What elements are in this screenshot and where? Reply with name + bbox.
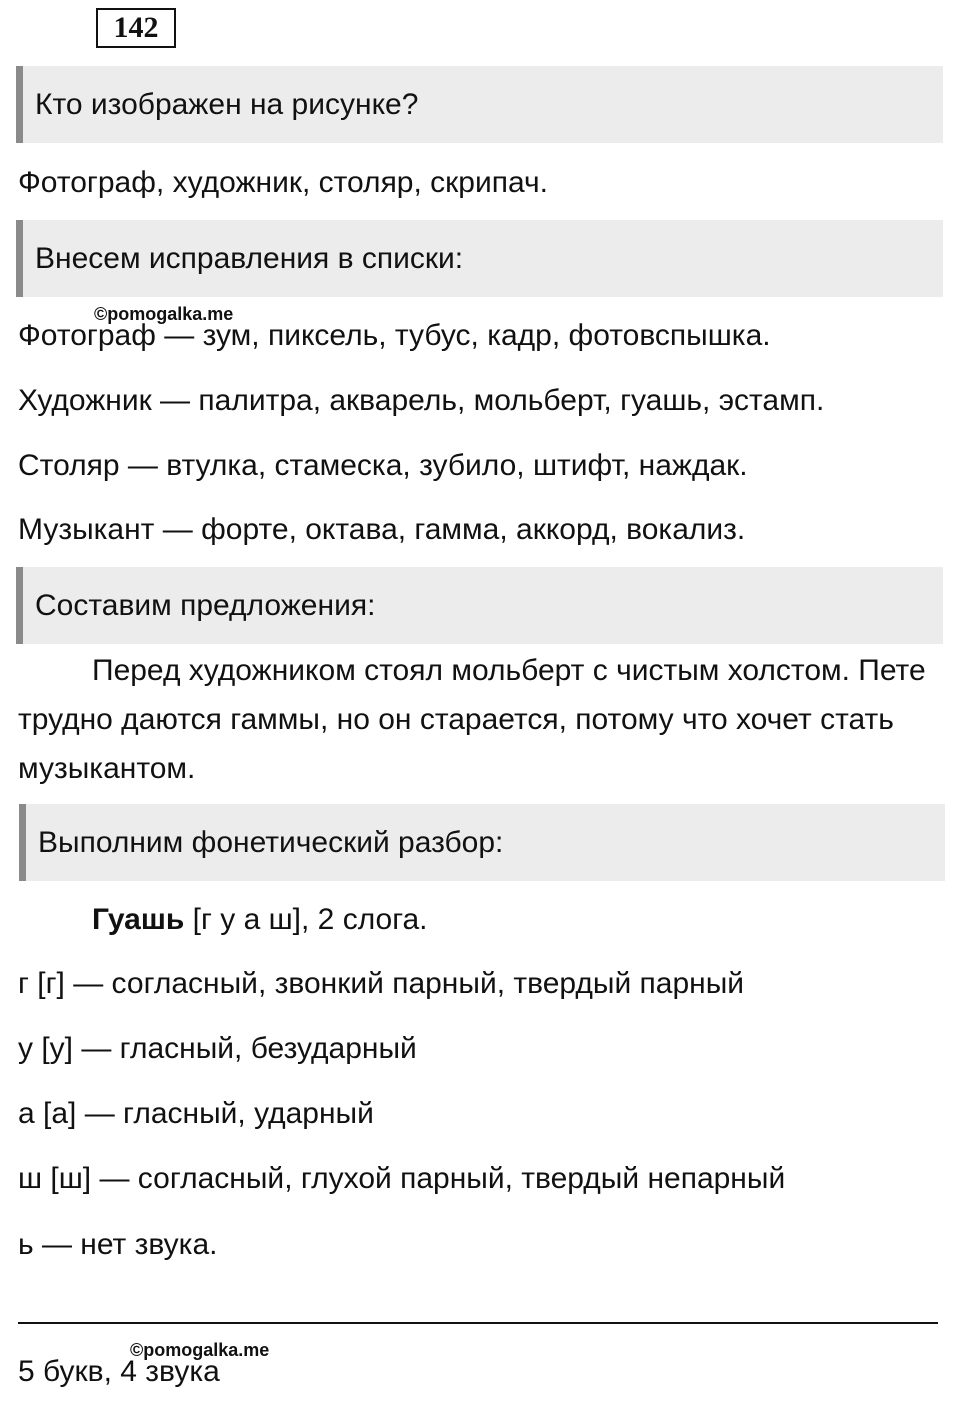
phonetic-row-g: г [г] — согласный, звонкий парный, твердый парный: [18, 967, 745, 1000]
phonetic-word: Гуашь: [92, 903, 185, 936]
list-artist: Художник — палитра, акварель, мольберт, гуашь, эстамп.: [18, 384, 825, 417]
phonetic-transcription: [г у а ш], 2 слога.: [184, 903, 428, 936]
answer-professions: Фотограф, художник, столяр, скрипач.: [18, 166, 548, 199]
phonetic-word-line: [92, 900, 428, 940]
list-photographer: Фотограф — зум, пиксель, тубус, кадр, фотовспышка.: [18, 319, 771, 352]
list-carpenter: Столяр — втулка, стамеска, зубило, штифт, наждак.: [18, 449, 748, 482]
section-header-corrections: Внесем исправления в списки:: [16, 220, 943, 297]
section-header-sentences: Составим предложения:: [16, 567, 943, 644]
phonetic-row-sh: ш [ш] — согласный, глухой парный, твердый непарный: [18, 1162, 786, 1195]
watermark-bottom: ©pomogalka.me: [130, 1340, 270, 1360]
phonetic-row-u: у [у] — гласный, безударный: [18, 1032, 417, 1065]
section-header-phonetic: Выполним фонетический разбор:: [19, 804, 945, 881]
phonetic-row-soft-sign: ь — нет звука.: [18, 1228, 218, 1261]
phonetic-row-a: а [а] — гласный, ударный: [18, 1097, 374, 1130]
list-musician: Музыкант — форте, октава, гамма, аккорд, вокализ.: [18, 513, 746, 546]
section-header-who: Кто изображен на рисунке?: [16, 66, 943, 143]
sentences-paragraph: Перед художником стоял мольберт с чистым холстом. Пете трудно даются гаммы, но он старается, потому что хочет стать музыкантом.: [18, 654, 926, 785]
task-number: 142: [96, 8, 176, 48]
summary-divider: [18, 1322, 938, 1324]
phonetic-summary: 5 букв, 4 звука: [18, 1355, 220, 1388]
watermark-top: ©pomogalka.me: [94, 304, 234, 324]
